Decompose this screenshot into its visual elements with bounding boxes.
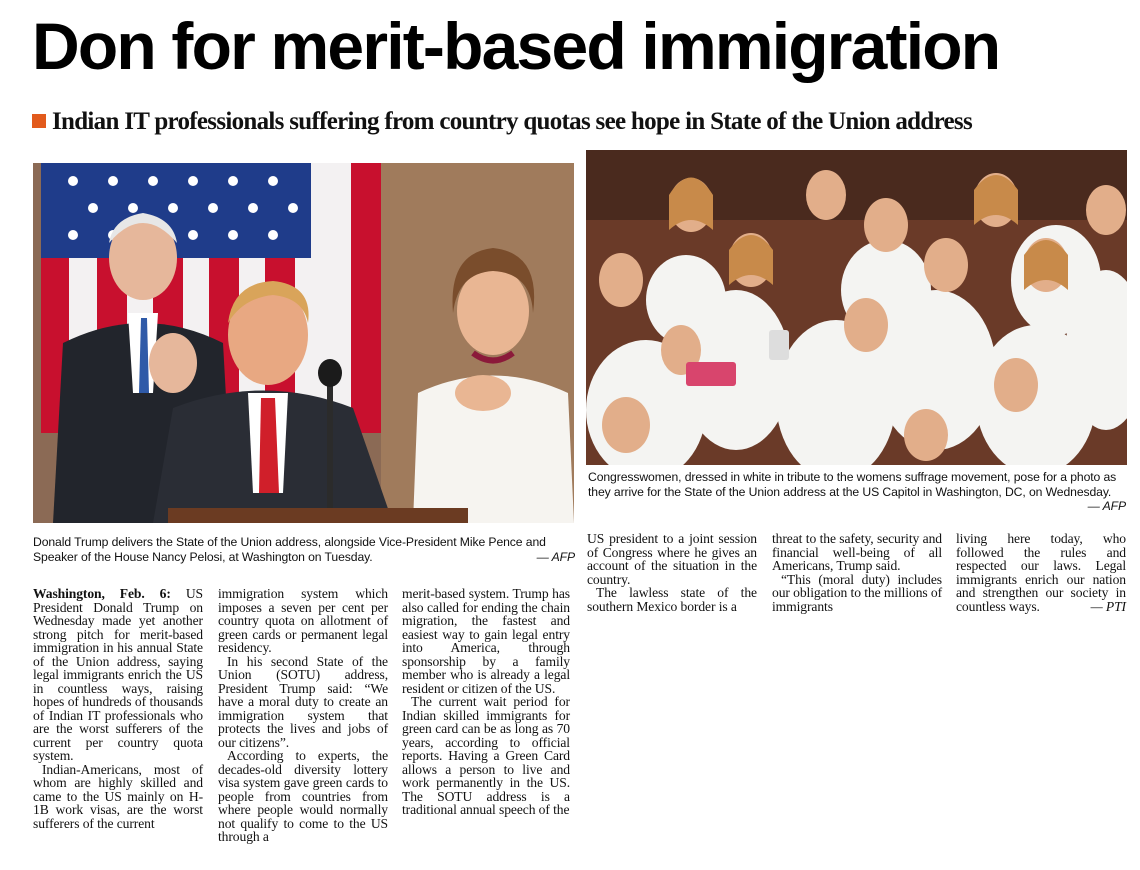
article-paragraph: US president to a joint session of Congress where he gives an account of the situation in the country. — [587, 531, 757, 587]
photo-state-of-union — [33, 163, 574, 523]
article-paragraph: The lawless state of the southern Mexico border is a — [587, 585, 757, 614]
photo-congresswomen — [586, 150, 1127, 465]
article-column-3 — [402, 587, 570, 817]
article-paragraph: Indian-Americans, most of whom are highly skilled and came to the US mainly on H-1B work visas, are the worst sufferers of the current — [33, 761, 203, 831]
article-paragraph: “This (moral duty) includes our obligation to the millions of immigrants — [772, 571, 943, 614]
article-column-1 — [33, 587, 203, 830]
article-paragraph: In his second State of the Union (SOTU) address, President Trump said: “We have a moral duty to create an immigration system that protects the lives and jobs of our citizens”. — [218, 653, 388, 750]
article-paragraph: threat to the safety, security and financial well-being of all Americans, Trump said. — [772, 531, 942, 573]
article-text: living here today, who followed the rules and respected our laws. Legal immigrants enrich our nation and strengthen our society in countless ways. — [956, 531, 1126, 614]
byline: — PTI — [1090, 598, 1126, 614]
caption-left — [33, 535, 575, 564]
article-column-2 — [218, 587, 388, 844]
article-column-6 — [956, 532, 1126, 613]
caption-right — [588, 470, 1126, 514]
caption-left-credit: — AFP — [536, 549, 575, 564]
caption-right-text: Congresswomen, dressed in white in tribute to the womens suffrage movement, pose for a photo as they arrive for the State of the Union address at the US Capitol in Washington, DC, on Wednesday. — [588, 470, 1117, 499]
article-paragraph: immigration system which imposes a seven per cent per country quota on allotment of green cards or permanent legal residency. — [218, 586, 388, 655]
article-paragraph: The current wait period for Indian skilled immigrants for green card can be as long as 70 years, according to official reports. Having a Green Card allows a person to live and work permanently in the US. The SOTU address is a traditional annual speech of the — [402, 694, 570, 817]
headline: Don for merit-based immigration — [32, 9, 1000, 83]
article-text: US President Donald Trump on Wednesday made yet another strong pitch for merit-based immigration in his annual State of the Union address, saying legal immigrants enrich the US in countless ways, raising hopes of hundreds of thousands of Indian IT professionals who are the worst sufferers of the current per country quota system. — [33, 586, 203, 763]
caption-left-text: Donald Trump delivers the State of the Union address, alongside Vice-President Mike Pence and Speaker of the House Nancy Pelosi, at Washington on Tuesday. — [33, 535, 546, 564]
bullet-square-icon — [32, 114, 46, 128]
article-paragraph: merit-based system. Trump has also called for ending the chain migration, the fastest and easiest way to gain legal entry into America, through sponsorship by a family member who is already a legal resident or citizen of the US. — [402, 586, 570, 696]
article-column-5 — [772, 532, 942, 613]
article-column-4 — [587, 532, 757, 613]
caption-right-credit: — AFP — [1087, 499, 1126, 513]
photo-state-of-union-image — [33, 163, 574, 523]
subheadline — [32, 104, 1127, 140]
photo-congresswomen-image — [586, 150, 1127, 465]
article-paragraph: According to experts, the decades-old diversity lottery visa system gave green cards to people from countries from where people would normally not qualify to come to the US through a — [218, 748, 388, 844]
subheadline-text: Indian IT professionals suffering from country quotas see hope in State of the Union address — [52, 108, 972, 135]
article-paragraph — [33, 587, 203, 763]
dateline: Washington, Feb. 6: — [33, 586, 171, 601]
article-paragraph — [956, 532, 1126, 613]
